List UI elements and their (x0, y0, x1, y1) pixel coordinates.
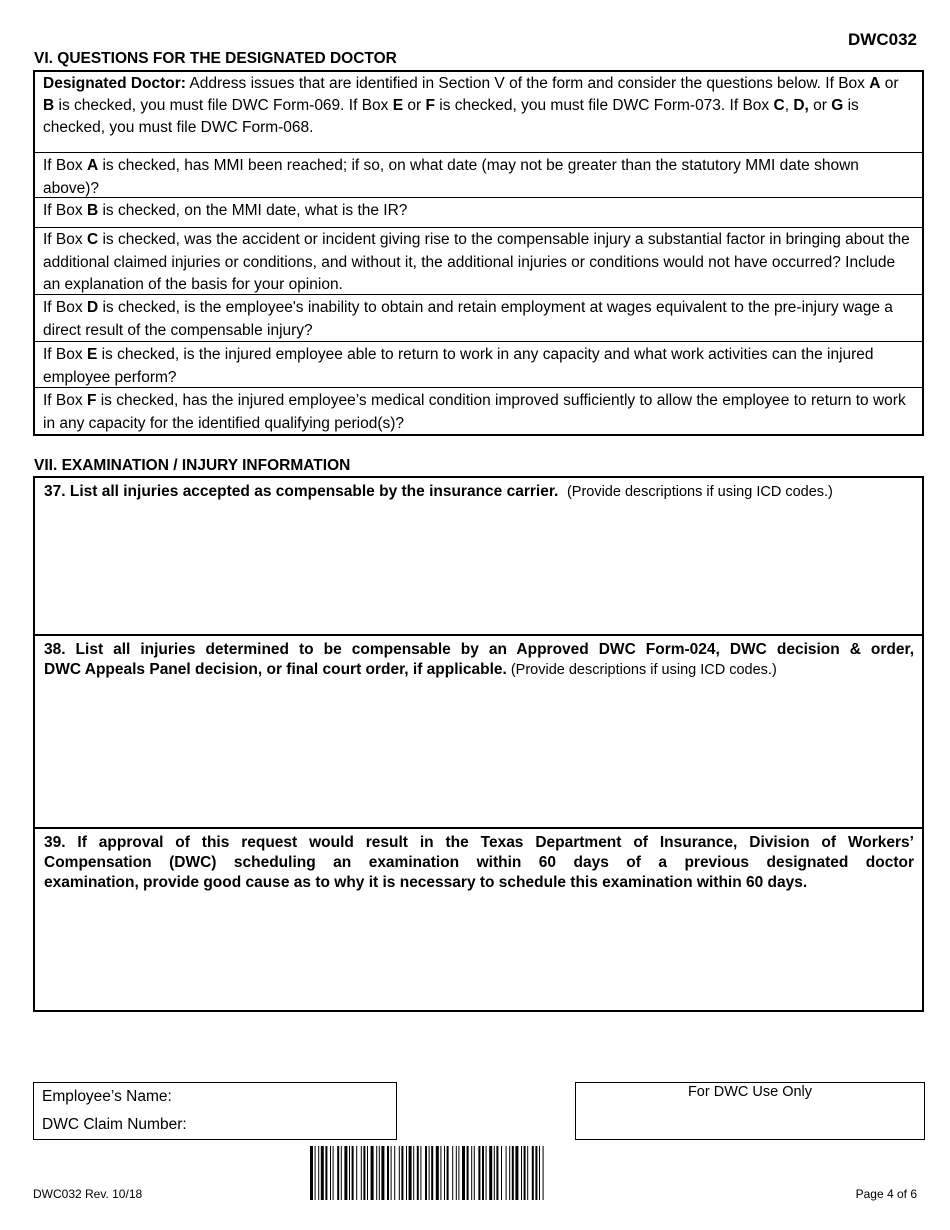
question-box-b[interactable] (35, 198, 922, 228)
question-text: is checked, has MMI been reached; if so, on what date (may not be greater than the statutory MMI date shown above)? (43, 157, 859, 197)
box-letter: E (86, 346, 98, 363)
section-6-heading: VI. QUESTIONS FOR THE DESIGNATED DOCTOR (34, 50, 397, 67)
field-38-note: (Provide descriptions if using ICD codes.) (506, 662, 777, 678)
designated-doctor-intro (35, 72, 922, 153)
box-letter: G (831, 97, 844, 114)
field-37-label: 37. List all injuries accepted as compensable by the insurance carrier. (44, 483, 559, 500)
box-letter: B (86, 202, 99, 219)
question-box-a[interactable] (35, 153, 922, 198)
intro-text: or (880, 75, 899, 92)
field-39-line1: 39. If approval of this request would result in the Texas Department of Insurance, Division of Workers’ (44, 834, 914, 851)
question-text: If Box (43, 392, 87, 409)
question-text: is checked, was the accident or incident giving rise to the compensable injury a substantial factor in bringing about the additional claimed injuries or conditions, and without it, the additional injuries or conditions would not have occurred? Include an explanation of the basis for your opinion. (43, 231, 910, 293)
section-7-heading: VII. EXAMINATION / INJURY INFORMATION (34, 457, 351, 474)
field-38-determined-injuries[interactable] (33, 634, 924, 828)
page-number: Page 4 of 6 (855, 1187, 917, 1201)
question-text: is checked, on the MMI date, what is the IR? (98, 202, 408, 219)
question-text: is checked, has the injured employee’s medical condition improved sufficiently to allow the employee to return to work in any capacity for the identified qualifying period(s)? (43, 392, 906, 432)
box-letter: A (869, 75, 881, 92)
intro-text: or (403, 97, 426, 114)
box-letter: D (86, 299, 99, 316)
question-text: is checked, is the injured employee able to return to work in any capacity and what work activities can the injured employee perform? (43, 346, 874, 386)
box-letter: A (86, 157, 99, 174)
question-box-c[interactable] (35, 228, 922, 295)
box-letter: D, (793, 97, 809, 114)
intro-text: Address issues that are identified in Section V of the form and consider the questions below. If Box (185, 75, 870, 92)
dwc-use-only-label: For DWC Use Only (687, 1084, 813, 1100)
intro-lead: Designated Doctor: (43, 75, 186, 92)
employee-info-box (33, 1082, 397, 1140)
dwc-use-only-box (575, 1082, 925, 1140)
field-38-label-line1: 38. List all injuries determined to be compensable by an Approved DWC Form-024, DWC decision & order, (44, 641, 914, 658)
box-letter: F (425, 97, 435, 114)
barcode-image (310, 1146, 640, 1200)
question-text: is checked, is the employee's inability to obtain and retain employment at wages equivalent to the pre-injury wage a direct result of the compensable injury? (43, 299, 893, 339)
question-text: If Box (43, 202, 87, 219)
field-37-accepted-injuries[interactable] (33, 476, 924, 635)
question-box-e[interactable] (35, 342, 922, 388)
field-37-note: (Provide descriptions if using ICD codes.) (566, 484, 833, 500)
intro-text: is checked, you must file DWC Form-068. (43, 97, 859, 136)
question-text: If Box (43, 157, 87, 174)
field-38-label-line2: DWC Appeals Panel decision, or final court order, if applicable. (44, 661, 507, 678)
box-letter: C (773, 97, 785, 114)
form-id: DWC032 (848, 30, 917, 49)
intro-text: is checked, you must file DWC Form-073. If Box (434, 97, 774, 114)
question-text: If Box (43, 299, 87, 316)
box-letter: E (392, 97, 404, 114)
intro-text: or (808, 97, 832, 114)
question-box-d[interactable] (35, 295, 922, 342)
employee-name-label[interactable]: Employee’s Name: (42, 1088, 172, 1105)
question-text: If Box (43, 346, 87, 363)
section-6-table (33, 70, 924, 436)
field-39-good-cause[interactable] (33, 827, 924, 1012)
box-letter: B (43, 97, 55, 114)
question-box-f[interactable] (35, 388, 922, 434)
box-letter: C (86, 231, 99, 248)
form-revision: DWC032 Rev. 10/18 (33, 1187, 143, 1201)
field-39-line2: Compensation (DWC) scheduling an examination within 60 days of a previous designated doctor (44, 854, 914, 871)
box-letter: F (86, 392, 97, 409)
field-39-line3: examination, provide good cause as to why it is necessary to schedule this examination within 60 days. (44, 874, 808, 891)
claim-number-label[interactable]: DWC Claim Number: (42, 1116, 187, 1133)
intro-text: , (784, 97, 794, 114)
intro-text: is checked, you must file DWC Form-069. If Box (54, 97, 393, 114)
question-text: If Box (43, 231, 87, 248)
